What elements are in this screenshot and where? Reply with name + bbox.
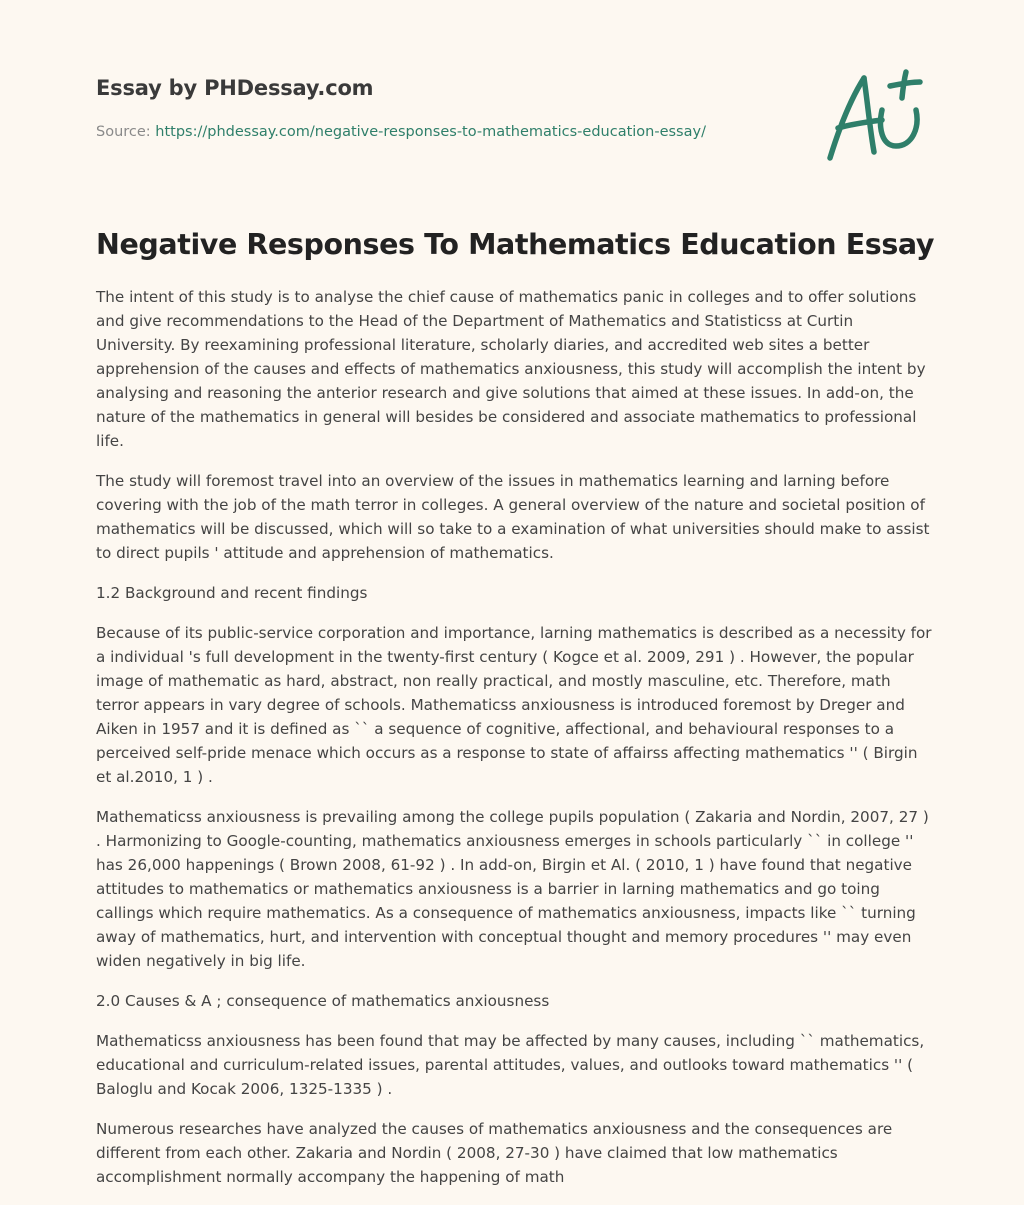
essay-body [96,285,932,1205]
section-heading: 2.0 Causes & A ; consequence of mathematics anxiousness [96,992,550,1010]
source-label: Source: [96,124,151,140]
essay-header [96,0,928,190]
source-link[interactable]: https://phdessay.com/negative-responses-to-mathematics-education-essay/ [155,124,706,140]
essay-paragraph: Mathematicss anxiousness is prevailing among the college pupils population ( Zakaria and Nordin, 2007, 27 ) . Harmonizing to Google-counting, mathematics anxiousness emerges in schools particularly `` in college '' has 26,000 happenings ( Brown 2008, 61-92 ) . In add-on, Birgin et Al. ( 2010, 1 ) have found that negative attitudes to mathematics or mathematics anxiousness is a barrier in larning mathematics and go toing callings which require mathematics. As a consequence of mathematics anxiousness, impacts like `` turning away of mathematics, hurt, and intervention with conceptual thought and memory procedures '' may even widen negatively in big life. [96,808,929,970]
essay-paragraph: Mathematicss anxiousness has been found that may be affected by many causes, including `` mathematics, educational and curriculum-related issues, parental attitudes, values, and outlooks toward mathematics '' ( Baloglu and Kocak 2006, 1325-1335 ) . [96,1032,925,1098]
source-line [96,124,706,140]
brand-title: Essay by PHDessay.com [96,76,374,100]
essay-paragraph: Because of its public-service corporation and importance, larning mathematics is described as a necessity for a individual 's full development in the twenty-first century ( Kogce et al. 2009, 291 ) . However, the popular image of mathematic as hard, abstract, non really practical, and mostly masculine, etc. Therefore, math terror appears in vary degree of schools. Mathematicss anxiousness is introduced foremost by Dreger and Aiken in 1957 and it is defined as `` a sequence of cognitive, affectional, and behavioural responses to a perceived self-pride menace which occurs as a response to state of affairss affecting mathematics '' ( Birgin et al.2010, 1 ) . [96,624,932,786]
essay-paragraph: The intent of this study is to analyse the chief cause of mathematics panic in colleges and to offer solutions and give recommendations to the Head of the Department of Mathematics and Statisticss at Curtin University. By reexamining professional literature, scholarly diaries, and accredited web sites a better apprehension of the causes and effects of mathematics anxiousness, this study will accomplish the intent by analysing and reasoning the anterior research and give solutions that aimed at these issues. In add-on, the nature of the mathematics in general will besides be considered and associate mathematics to professional life. [96,288,926,450]
a-plus-logo-icon [824,66,928,166]
essay-paragraph: The study will foremost travel into an overview of the issues in mathematics learning and larning before covering with the job of the math terror in colleges. A general overview of the nature and societal position of mathematics will be discussed, which will so take to a examination of what universities should make to assist to direct pupils ' attitude and apprehension of mathematics. [96,472,930,562]
essay-title: Negative Responses To Mathematics Education Essay [96,228,935,261]
essay-paragraph: Numerous researches have analyzed the causes of mathematics anxiousness and the consequences are different from each other. Zakaria and Nordin ( 2008, 27-30 ) have claimed that low mathematics accomplishment normally accompany the happening of math [96,1120,893,1186]
section-heading: 1.2 Background and recent findings [96,584,368,602]
